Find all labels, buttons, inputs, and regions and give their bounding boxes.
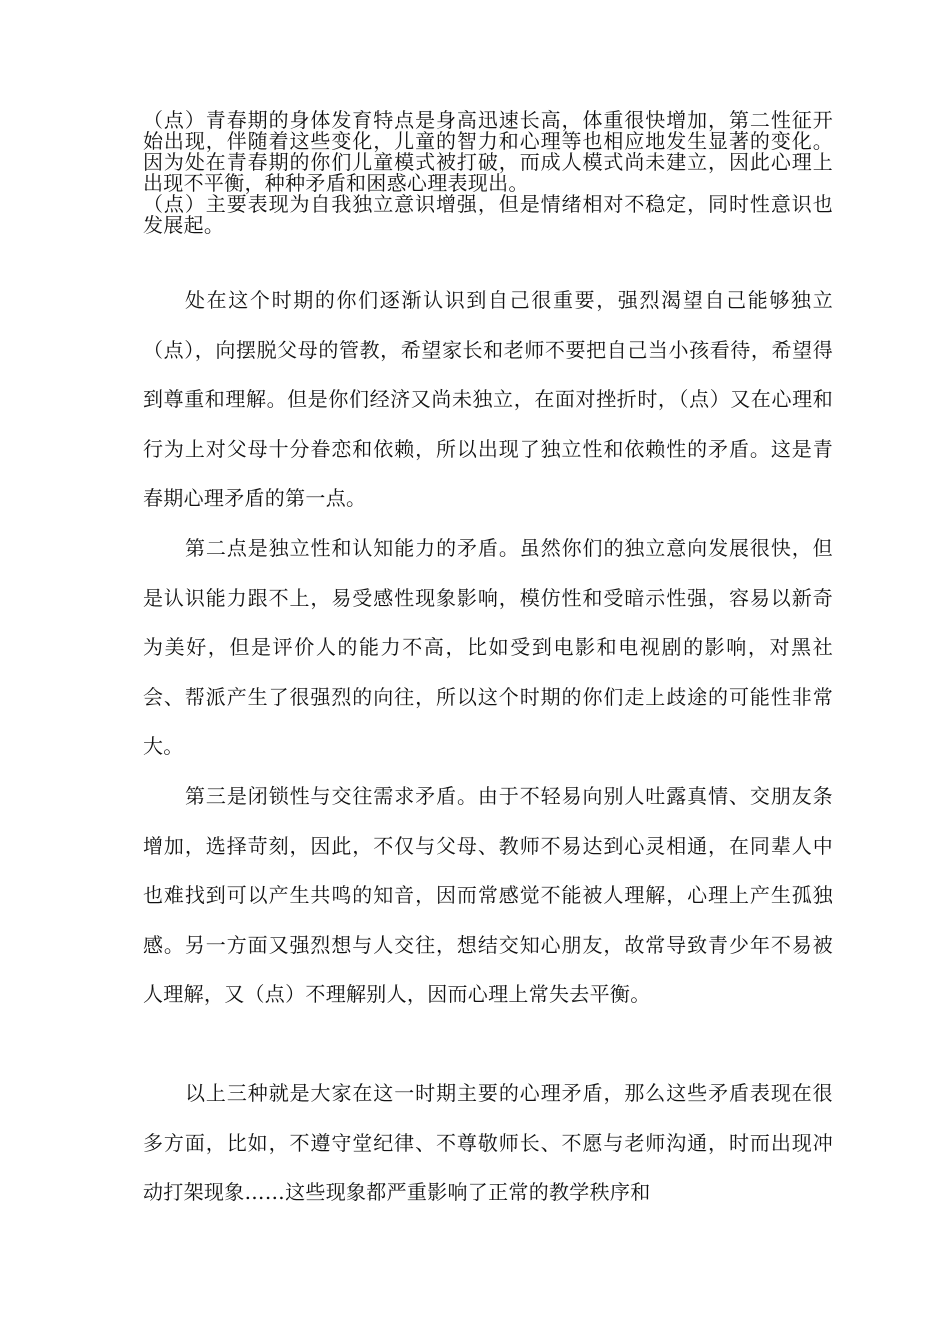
body-paragraph-1: 处在这个时期的你们逐渐认识到自己很重要，强烈渴望自己能够独立（点），向摆脱父母的管教，希望家长和老师不要把自己当小孩看待，希望得到尊重和理解。但是你们经济又尚未独立，在面对挫折时，（点）又在心理和行为上对父母十分眷恋和依赖，所以出现了独立性和依赖性的矛盾。这是青春期心理矛盾的第一点。	[143, 288, 833, 510]
body-paragraph-3: 第三是闭锁性与交往需求矛盾。由于不轻易向别人吐露真情、交朋友条增加，选择苛刻，因此，不仅与父母、教师不易达到心灵相通，在同辈人中也难找到可以产生共鸣的知音，因而常感觉不能被人理解，心理上产生孤独感。另一方面又强烈想与人交往，想结交知心朋友，故常导致青少年不易被人理解，又（点）不理解别人，因而心理上常失去平衡。	[143, 784, 833, 1006]
body-paragraph-4: 以上三种就是大家在这一时期主要的心理矛盾，那么这些矛盾表现在很多方面，比如，不遵守堂纪律、不尊敬师长、不愿与老师沟通，时而出现冲动打架现象……这些现象都严重影响了正常的教学秩序和	[143, 1081, 833, 1204]
intro-paragraph-1: （点）青春期的身体发育特点是身高迅速长高，体重很快增加，第二性征开始出现，伴随着这些变化，儿童的智力和心理等也相应地发生显著的变化。因为处在青春期的你们儿童模式被打破，而成人模式尚未建立，因此心理上出现不平衡，种种矛盾和困惑心理表现出。	[143, 108, 833, 195]
body-paragraph-2: 第二点是独立性和认知能力的矛盾。虽然你们的独立意向发展很快，但是认识能力跟不上，易受感性现象影响，模仿性和受暗示性强，容易以新奇为美好，但是评价人的能力不高，比如受到电影和电视剧的影响，对黑社会、帮派产生了很强烈的向往，所以这个时期的你们走上歧途的可能性非常大。	[143, 536, 833, 758]
intro-block	[143, 110, 833, 236]
intro-paragraph-2: （点）主要表现为自我独立意识增强，但是情绪相对不稳定，同时性意识也发展起。	[143, 192, 833, 237]
